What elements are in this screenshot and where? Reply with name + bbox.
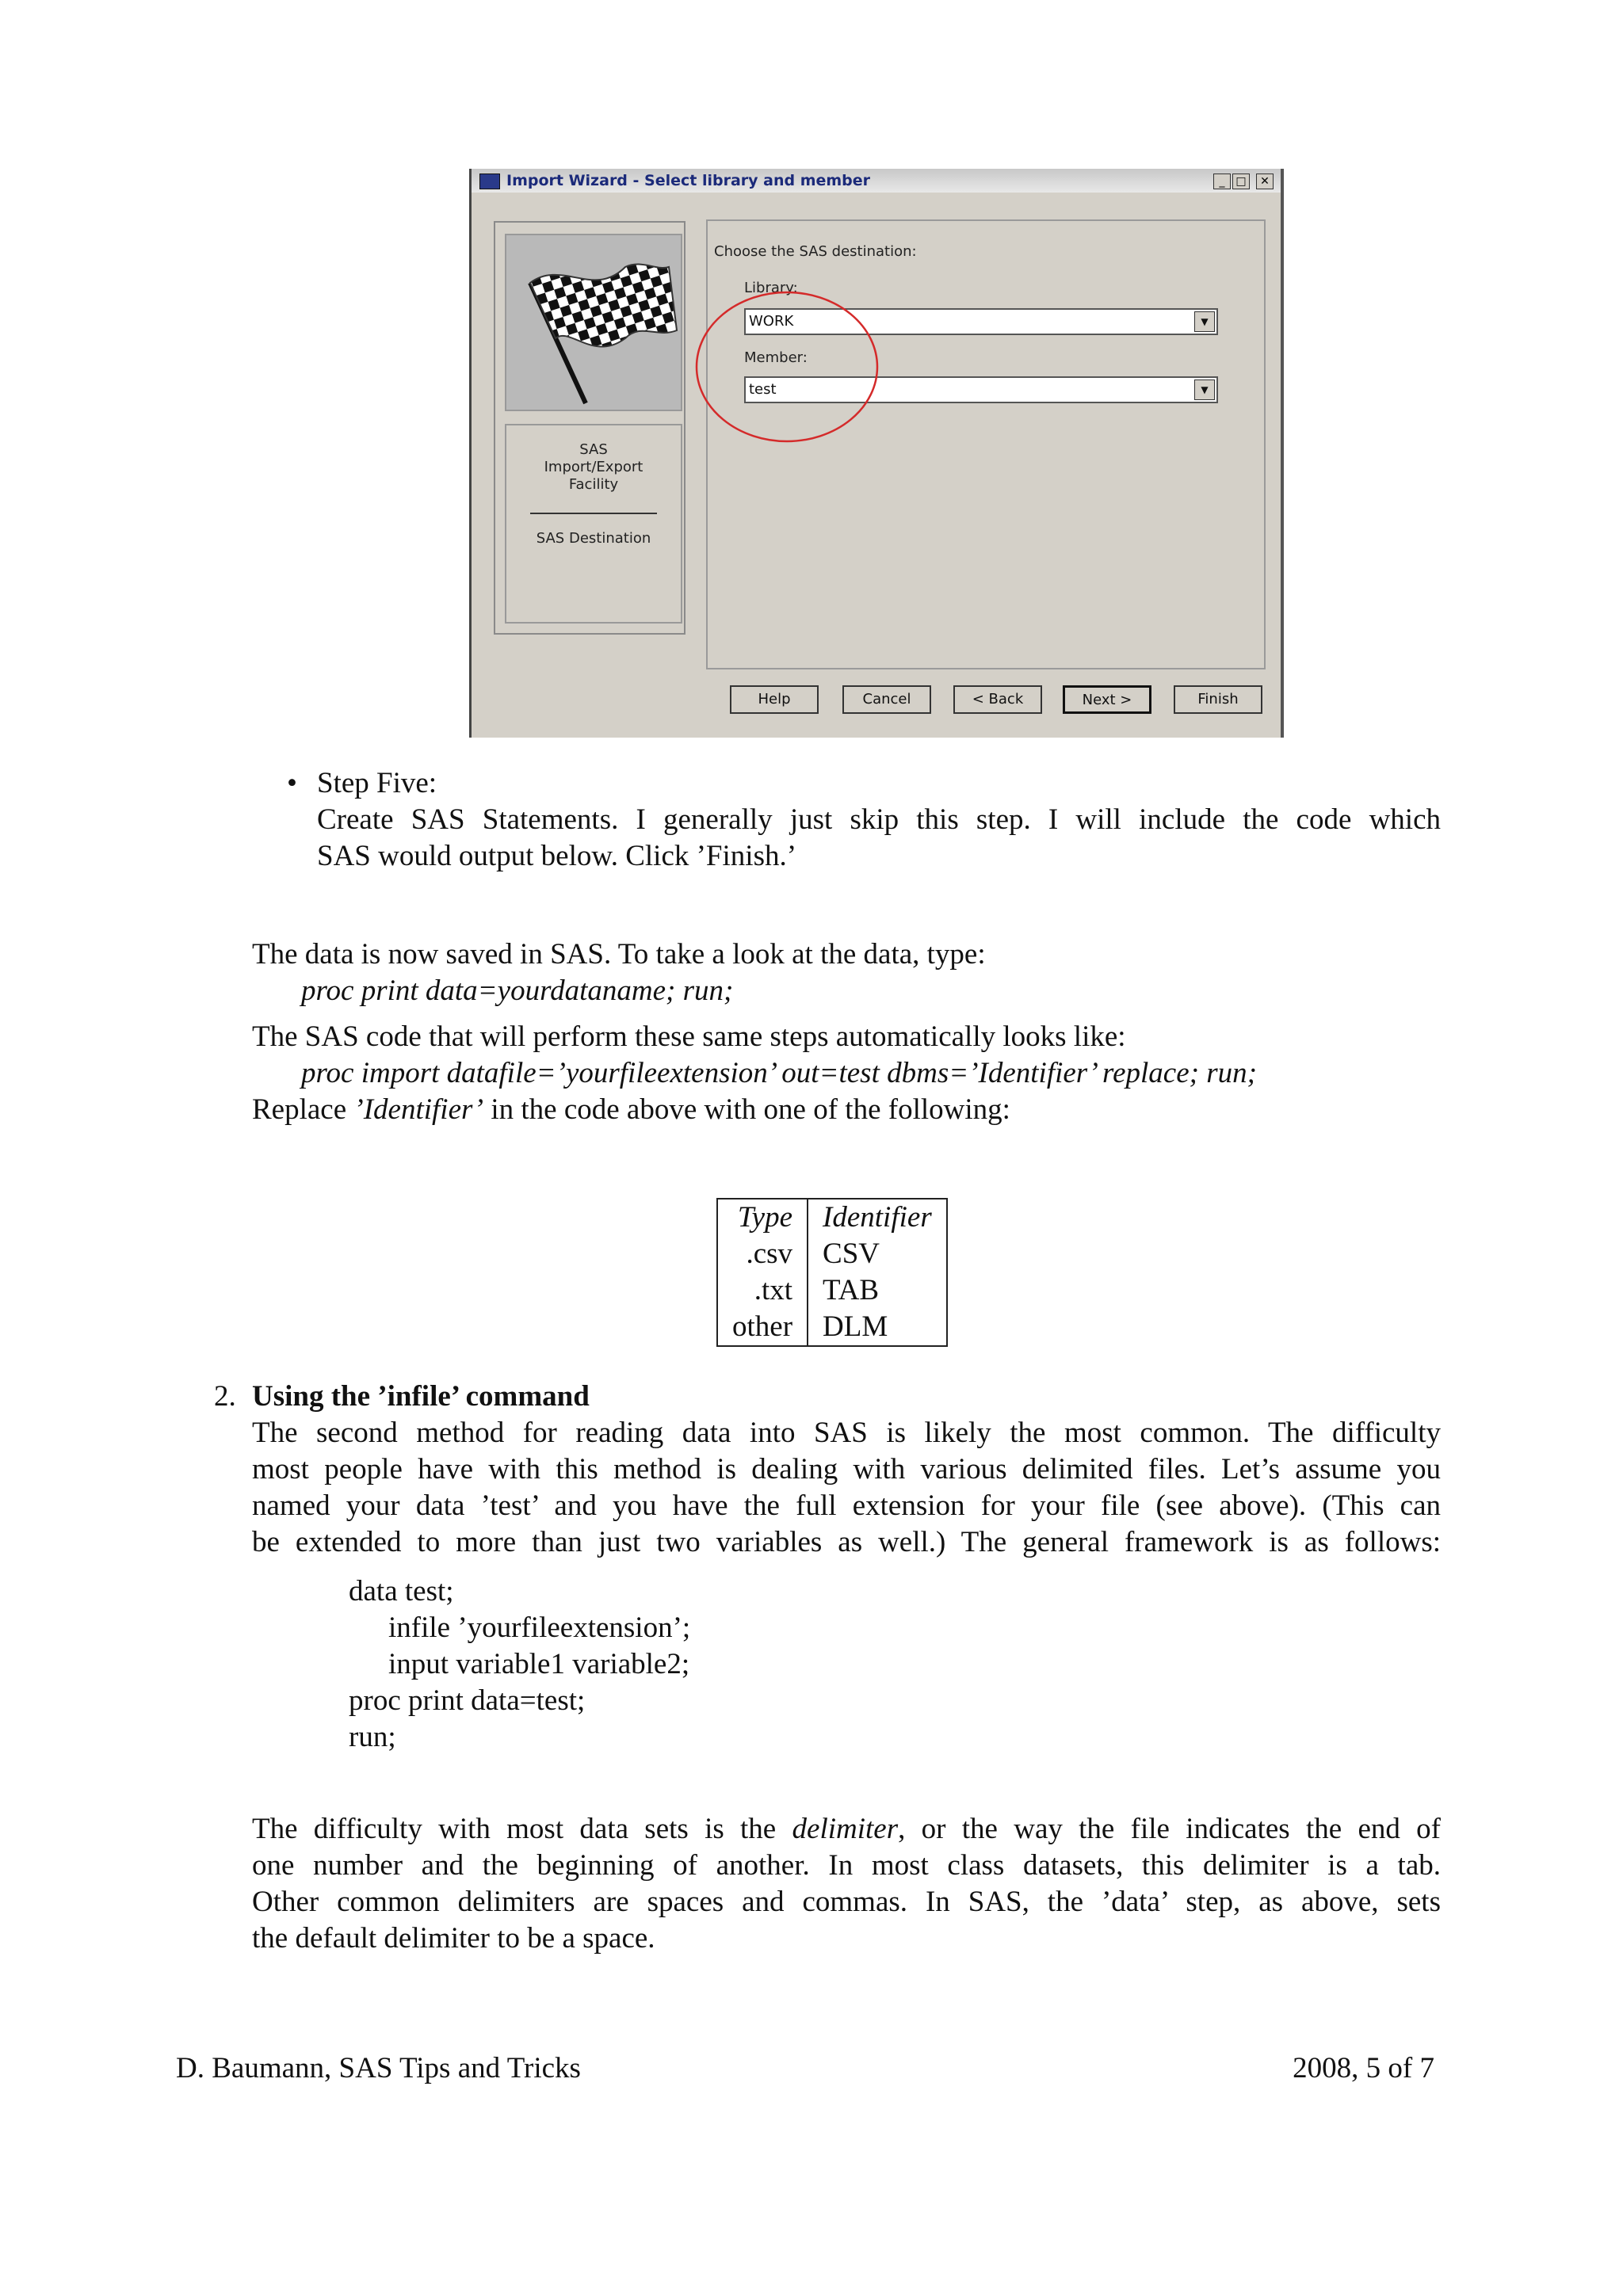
identifier-table [716, 1198, 948, 1347]
code-line: infile ’yourfileextension’; [388, 1611, 691, 1644]
chevron-down-icon[interactable]: ▼ [1194, 311, 1215, 332]
facility-caption-box [505, 424, 682, 624]
section-number: 2. [214, 1380, 236, 1413]
identifier-term: ’Identifier’ [353, 1093, 484, 1126]
library-label: Library: [744, 280, 798, 296]
paragraph-line: named your data ’test’ and you have the full extension for your file (see above). (This can [252, 1489, 1441, 1522]
step-five-heading: Step Five: [317, 767, 437, 799]
text-run: The difficulty with most data sets is the [252, 1813, 792, 1845]
code-line: run; [349, 1721, 396, 1753]
table-cell: other [717, 1309, 808, 1346]
caption-line: SAS [579, 441, 608, 458]
close-icon[interactable]: ✕ [1256, 174, 1274, 189]
checkered-flag-icon [506, 235, 681, 410]
window-title: Import Wizard - Select library and member [506, 172, 871, 189]
library-value: WORK [749, 313, 794, 330]
table-cell: CSV [823, 1238, 880, 1270]
maximize-icon[interactable]: □ [1232, 174, 1250, 189]
paragraph-line: the default delimiter to be a space. [252, 1922, 655, 1955]
code-line: proc print data=test; [349, 1684, 586, 1717]
choose-destination-label: Choose the SAS destination: [714, 243, 917, 260]
code-import: proc import datafile=’yourfileextension’ out=test dbms=’Identifier’ replace; run; [301, 1057, 1257, 1089]
paragraph-line: The SAS code that will perform these same steps automatically looks like: [252, 1020, 1126, 1053]
table-cell: .txt [717, 1272, 808, 1309]
table-cell: DLM [823, 1310, 888, 1343]
footer-page-number: 2008, 5 of 7 [1293, 2052, 1434, 2084]
code-line: data test; [349, 1575, 454, 1608]
paragraph-line [252, 1811, 1441, 1848]
member-label: Member: [744, 349, 808, 366]
chevron-down-icon[interactable]: ▼ [1194, 379, 1215, 400]
step-five-line: SAS would output below. Click ’Finish.’ [317, 840, 797, 872]
caption-divider [530, 513, 657, 514]
text-run: Replace [252, 1093, 354, 1126]
current-step-label: SAS Destination [536, 530, 651, 547]
text-run: in the code above with one of the following: [483, 1093, 1010, 1126]
paragraph-line: Other common delimiters are spaces and commas. In SAS, the ’data’ step, as above, sets [252, 1886, 1441, 1918]
help-button[interactable]: Help [730, 685, 819, 714]
table-row [717, 1272, 947, 1309]
red-circle-annotation [693, 286, 884, 444]
table-row [717, 1236, 947, 1272]
import-wizard-window [469, 169, 1284, 738]
minimize-icon[interactable]: _ [1213, 174, 1231, 189]
code-line: input variable1 variable2; [388, 1648, 690, 1680]
table-cell: .csv [717, 1236, 808, 1272]
table-header-row [717, 1199, 947, 1236]
step-five-line: Create SAS Statements. I generally just skip this step. I will include the code which [317, 803, 1441, 836]
code-print: proc print data=yourdataname; run; [301, 974, 734, 1007]
bullet-marker: • [287, 767, 297, 799]
paragraph-line: most people have with this method is dealing with various delimited files. Let’s assume you [252, 1453, 1441, 1486]
column-header: Type [717, 1199, 808, 1236]
paragraph-line: The second method for reading data into SAS is likely the most common. The difficulty [252, 1417, 1441, 1449]
member-value: test [749, 381, 777, 398]
paragraph-line: The data is now saved in SAS. To take a look at the data, type: [252, 938, 986, 971]
table-cell: TAB [823, 1274, 880, 1306]
back-button[interactable]: < Back [953, 685, 1042, 714]
sas-app-icon [479, 174, 500, 189]
footer-left: D. Baumann, SAS Tips and Tricks [176, 2052, 581, 2084]
paragraph-line: one number and the beginning of another. In most class datasets, this delimiter is a tab. [252, 1849, 1441, 1882]
finish-button[interactable]: Finish [1174, 685, 1262, 714]
column-header: Identifier [823, 1201, 932, 1234]
next-button[interactable]: Next > [1063, 685, 1151, 714]
caption-line: Import/Export [544, 459, 643, 475]
title-bar [472, 169, 1281, 193]
caption-line: Facility [568, 476, 619, 493]
section-heading: Using the ’infile’ command [252, 1380, 590, 1413]
paragraph-line [252, 1092, 1010, 1128]
cancel-button[interactable]: Cancel [842, 685, 931, 714]
checkered-flag-image [505, 234, 682, 411]
table-row [717, 1309, 947, 1346]
delimiter-term: delimiter [792, 1813, 899, 1845]
paragraph-line: be extended to more than just two variables as well.) The general framework is as follows: [252, 1526, 1441, 1558]
text-run: , or the way the file indicates the end of [898, 1813, 1441, 1845]
